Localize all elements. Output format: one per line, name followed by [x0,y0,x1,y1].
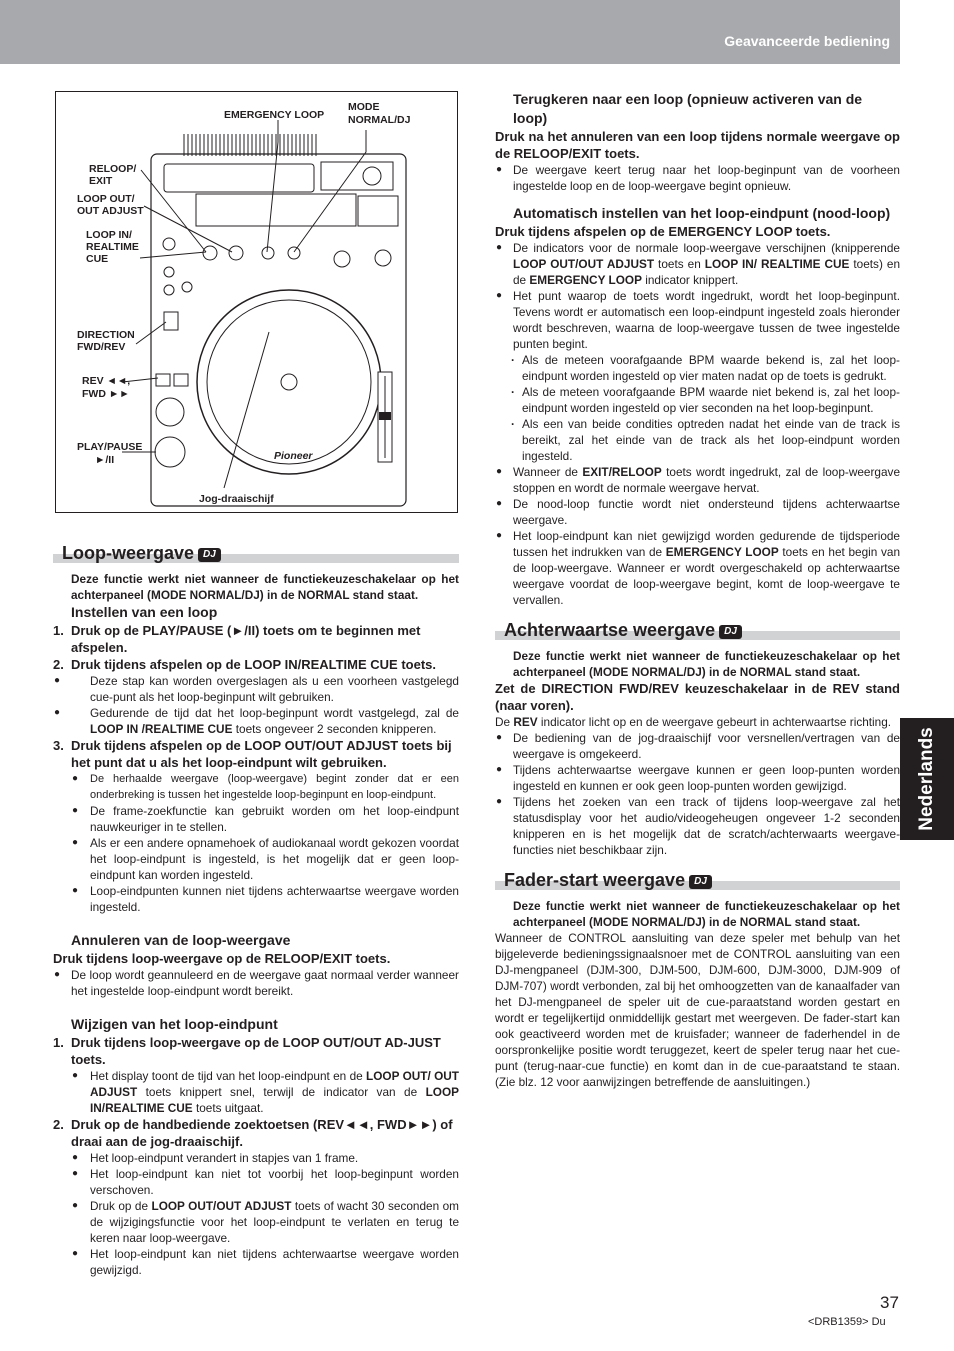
list-item: ● Het display toont de tijd van het loop-eindpunt en de LOOP OUT/ OUT ADJUST toets knippert snel, terwijl de indicator van de LOOP IN/REALTIME CUE toets uitgaat. [53,1068,459,1116]
section-loop-weergave [53,543,459,563]
section-fader-start [495,870,900,890]
subsection-title: Terugkeren naar een loop (opnieuw activeren van de loop) [513,91,863,126]
direction-switch [164,312,178,330]
subsection-title: Annuleren van de loop-weergave [71,932,291,948]
list-item: ● Tijdens het zoeken van een track of tijdens loop-weergave zal het statusdisplay voor het audio/videogeheugen ongeveer 1-2 seconden knipperen en is het mogelijk dat de scratch/achterwaarts weergave-functies niet beschikbaar zijn. [495,794,900,858]
cdj-diagram [56,92,457,512]
label-direction-2: FWD/REV [77,341,126,353]
right-column [495,90,900,1090]
instruction: Zet de DIRECTION FWD/REV keuzeschakelaar in de REV stand (naar voren). [495,681,900,713]
list-item: ● Het punt waarop de toets wordt ingedrukt, wordt het loop-beginpunt. Tevens wordt er automatisch een loop-eindpunt ingesteld zoals hieronder wordt beschreven, waarna de loop-weergave tussen de twee ingestelde punten begint. [495,288,900,352]
intro-note: Deze functie werkt niet wanneer de functiekeuzeschakelaar op het achterpaneel (MODE NORMAL/DJ) in de NORMAL stand staat. [71,572,459,602]
language-tab-label: Nederlands [916,727,937,831]
label-reloop-1: RELOOP/ [89,163,137,175]
section-title: Achterwaartse weergave [504,620,716,640]
list-item: ● Het loop-eindpunt kan niet tijdens achterwaartse weergave worden gewijzigd. [53,1246,459,1278]
step-3: 3. Druk tijdens afspelen op de LOOP OUT/OUT ADJUST toets bij het punt dat u als het loop-eindpunt wilt gebruiken. [53,738,452,770]
list-item: ● De indicators voor de normale loop-weergave verschijnen (knipperende LOOP OUT/OUT ADJUST toets en LOOP IN/ REALTIME CUE toets) en de EMERGENCY LOOP indicator knippert. [495,240,900,288]
document-code: <DRB1359> Du [808,1316,886,1328]
label-emergency-loop: EMERGENCY LOOP [224,109,325,121]
jog-wheel-center [281,374,297,390]
list-item: ● Het loop-eindpunt kan niet tot voorbij het loop-beginpunt worden verschoven. [53,1166,459,1198]
list-item: ● Tijdens achterwaartse weergave kunnen er geen loop-punten worden ingesteld en kunnen er ook geen loop-punten worden gewijzigd. [495,762,900,794]
intro-note: Deze functie werkt niet wanneer de functiekeuzeschakelaar op het achterpaneel (MODE NORMAL/DJ) in de NORMAL stand staat. [513,899,900,929]
play-button [155,437,185,467]
instruction: Druk na het annuleren van een loop tijdens normale weergave op de RELOOP/EXIT toets. [495,129,900,161]
step-2: 2. Druk op de handbediende zoektoetsen (REV◄◄, FWD►►) of draai aan de jog-draaischijf. [53,1117,453,1149]
list-item: · Als de meteen voorafgaande BPM waarde niet bekend is, zal het loop-eindpunt worden ingesteld op vier seconden na het loop-beginpunt. [495,384,900,416]
device-illustration [55,91,458,513]
brand-logo: Pioneer [274,450,313,462]
label-loop-in-1: LOOP IN/ [86,229,132,241]
step-2: 2. Druk tijdens afspelen op de LOOP IN/REALTIME CUE toets. [53,657,437,672]
label-direction-1: DIRECTION [77,329,135,341]
list-item: · Als een van beide condities optreden nadat het einde van de track is bereikt, zal het einde van de track als het loop-eindpunt worden ingesteld. [495,416,900,464]
section-header-title: Geavanceerde bediening [724,33,890,49]
list-item: ● Deze stap kan worden overgeslagen als u een voorheen vastgelegd cue-punt als het loop-beginpunt wilt gebruiken. [53,673,459,705]
list-item: ● De weergave keert terug naar het loop-beginpunt van de voorheen ingestelde loop en de loop-weergave begint opnieuw. [495,162,900,194]
list-item: ● Loop-eindpunten kunnen niet tijdens achterwaartse weergave worden ingesteld. [53,883,459,915]
label-play-1: PLAY/PAUSE [77,441,143,453]
list-item: ● Gedurende de tijd dat het loop-beginpunt wordt vastgelegd, zal de LOOP IN /REALTIME CUE toets ongeveer 2 seconden knipperen. [53,705,459,737]
step-1: 1. Druk op de PLAY/PAUSE (►/II) toets om te beginnen met afspelen. [53,623,421,655]
section-achterwaartse [495,620,900,640]
section-title: Loop-weergave [62,543,195,563]
step-1: 1. Druk tijdens loop-weergave op de LOOP OUT/OUT AD-JUST toets. [53,1035,441,1067]
label-mode-1: MODE [348,101,380,113]
paragraph: Wanneer de CONTROL aansluiting van deze speler met behulp van het bijgeleverde bedieningssignaalsnoer met de CONTROL aansluiting van een DJ-mengpaneel (DJM-300, DJM-500, DJM-600, DJM-3000, DJM-909 of DJM-707) wordt verbonden, zal bij het omhoogzetten van de kanaalfader van het DJ-mengpaneel de speler uit de cue-paraatstand worden gestart en wordt er tegelijkertijd onmiddellijk gestart met weergeven. De fader-start kan ook geactiveerd worden met de kruisfader; wanneer de faderhendel in de oorspronkelijke positie wordt teruggezet, keert de speler terug naar het cue-punt (terug-naar-cue functie) en komt dan in de cue-paraatstand te staan. (Zie blz. 12 voor aanwijzingen betreffende de aansluitingen.) [495,931,900,1089]
cue-button [156,398,184,426]
label-play-2: ►/II [95,454,115,466]
list-item: ● De herhaalde weergave (loop-weergave) begint zonder dat er een onderbreking is tussen het ingestelde loop-beginpunt en loop-eindpunt. [53,771,459,803]
list-item: · Als de meteen voorafgaande BPM waarde bekend is, zal het loop-eindpunt worden ingesteld op vier maten nadat op de toets is gedrukt. [495,352,900,384]
label-loop-in-3: CUE [86,253,109,265]
left-column [53,537,459,1278]
subsection-title: Automatisch instellen van het loop-eindpunt (nood-loop) [513,205,891,221]
language-tab [900,718,954,840]
rev-button [156,374,170,386]
list-item: ● De nood-loop functie wordt niet ondersteund tijdens achterwaartse weergave. [495,496,900,528]
fwd-button [174,374,188,386]
list-item: ● Het loop-eindpunt kan niet gewijzigd worden gedurende de tijdsperiode tussen het indrukken van de EMERGENCY LOOP toets en het begin van de loop-weergave. Wanneer er wordt overgeschakeld op achterwaartse weergave voordat de loop-weergave begint, komt de loop-weergave te vervallen. [495,528,900,608]
label-loop-out-2: OUT ADJUST [77,205,144,217]
dj-badge: DJ [198,548,221,562]
label-rev-1: REV ◄◄, [82,375,131,387]
label-jog: Jog-draaischijf [199,493,274,505]
subsection-title: Wijzigen van het loop-eindpunt [71,1016,278,1032]
section-title: Fader-start weergave [504,870,686,890]
label-loop-out-1: LOOP OUT/ [77,193,135,205]
subsection-title: Instellen van een loop [71,604,218,620]
dj-badge: DJ [719,625,742,639]
intro-note: Deze functie werkt niet wanneer de functiekeuzeschakelaar op het achterpaneel (MODE NORMAL/DJ) in de NORMAL stand staat. [513,649,900,679]
list-item: ● De frame-zoekfunctie kan gebruikt worden om het loop-eindpunt nauwkeuriger in te stellen. [53,803,459,835]
label-mode-2: NORMAL/DJ [348,114,411,126]
page-number: 37 [880,1293,899,1312]
step3-bullets [53,771,459,915]
list-item: ● Druk op de LOOP OUT/OUT ADJUST toets of wacht 30 seconden om de wijzigingsfunctie voor het loop-eindpunt te verlaten en terug te keren naar loop-weergave. [53,1198,459,1246]
label-loop-in-2: REALTIME [86,241,139,253]
list-item: ● Als er een andere opnamehoek of audiokanaal wordt gekozen voordat het loop-eindpunt is ingesteld, is het mogelijk dat er geen loop-eindpunt kan worden ingesteld. [53,835,459,883]
instruction: Druk tijdens afspelen op de EMERGENCY LOOP toets. [495,224,831,239]
header-bar [0,0,900,64]
list-item: ● Het loop-eindpunt verandert in stapjes van 1 frame. [53,1150,459,1166]
label-reloop-2: EXIT [89,175,113,187]
steps-list [53,622,459,673]
list-item: ● De loop wordt geannuleerd en de weergave gaat normaal verder wanneer het ingestelde loop-eindpunt wordt bereikt. [53,967,459,999]
instruction: Druk tijdens loop-weergave op de RELOOP/EXIT toets. [53,951,391,966]
list-item: ● De bediening van de jog-draaischijf voor versnellen/vertragen van de weergave is omgekeerd. [495,730,900,762]
label-rev-2: FWD ►► [82,388,130,400]
vent-fins [184,134,316,156]
list-item: ● Wanneer de EXIT/RELOOP toets wordt ingedrukt, zal de loop-weergave stoppen en wordt de normale weergave hervat. [495,464,900,496]
step2-bullets [53,673,459,737]
dj-badge: DJ [689,875,712,889]
paragraph: De REV indicator licht op en de weergave gebeurt in achterwaartse richting. [495,715,892,729]
